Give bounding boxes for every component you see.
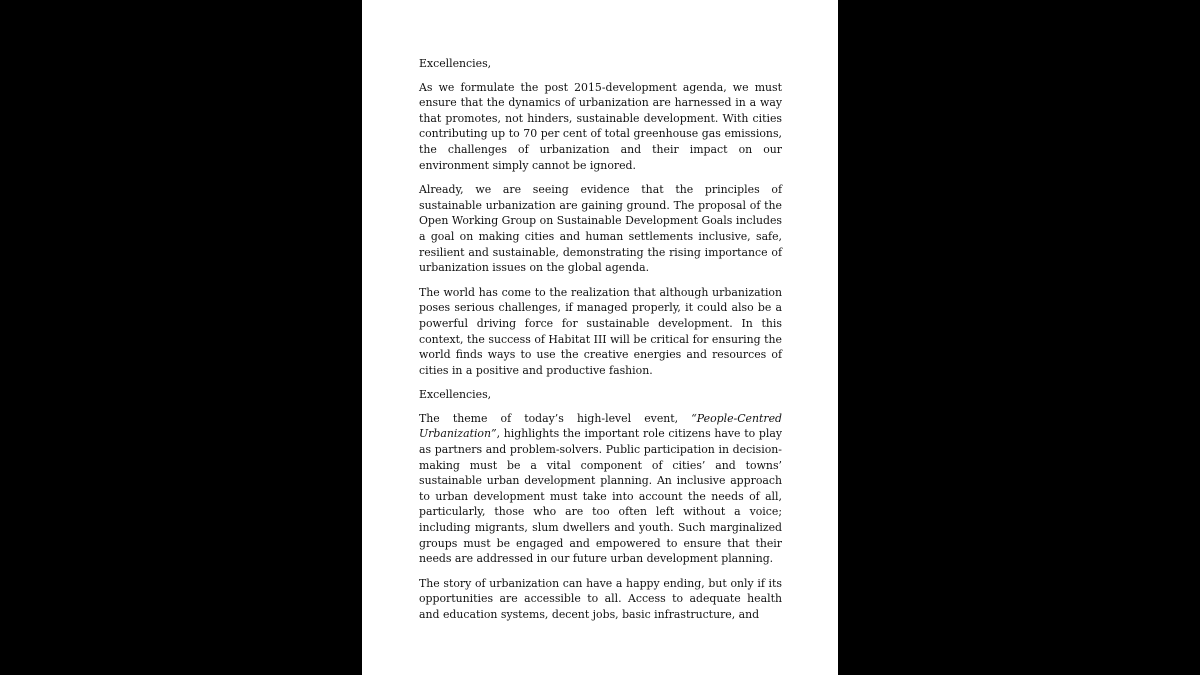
paragraph-2: Already, we are seeing evidence that the principles of sustainable urbanization are gaining ground. The proposal of the Open Working Group on Sustainable Development Goals includes a goal on making cities and human settlements inclusive, safe, resilient and sustainable, demonstrating the rising importance of urbanization issues on the global agenda.	[419, 183, 782, 275]
paragraph-4-lead: The theme of today’s high-level event,	[419, 411, 692, 425]
event-theme-quote: “People-Centred Urbanization”	[419, 411, 782, 441]
paragraph-5: The story of urbanization can have a happy ending, but only if its opportunities are accessible to all. Access to adequate health and education systems, decent jobs, basic infrastructure, and	[419, 576, 782, 621]
paragraph-4	[419, 411, 782, 567]
salutation-1: Excellencies,	[419, 57, 492, 70]
paragraph-3: The world has come to the realization that although urbanization poses serious challenges, if managed properly, it could also be a powerful driving force for sustainable development. In this context, the success of Habitat III will be critical for ensuring the world finds ways to use the creative energies and resources of cities in a positive and productive fashion.	[419, 285, 782, 377]
paragraph-4-body: , highlights the important role citizens have to play as partners and problem-solvers. Public participation in decision-making must be a vital component of cities’ and towns’ sustainable urban development planning. An inclusive approach to urban development must take into account the needs of all, particularly, those who are too often left without a voice; including migrants, slum dwellers and youth. Such marginalized groups must be engaged and empowered to ensure that their needs are addressed in our future urban development planning.	[419, 427, 782, 566]
paragraph-1: As we formulate the post 2015-development agenda, we must ensure that the dynamics of urbanization are harnessed in a way that promotes, not hinders, sustainable development. With cities contributing up to 70 per cent of total greenhouse gas emissions, the challenges of urbanization and their impact on our environment simply cannot be ignored.	[419, 80, 782, 172]
salutation-2: Excellencies,	[419, 388, 492, 402]
document-page	[362, 0, 838, 675]
